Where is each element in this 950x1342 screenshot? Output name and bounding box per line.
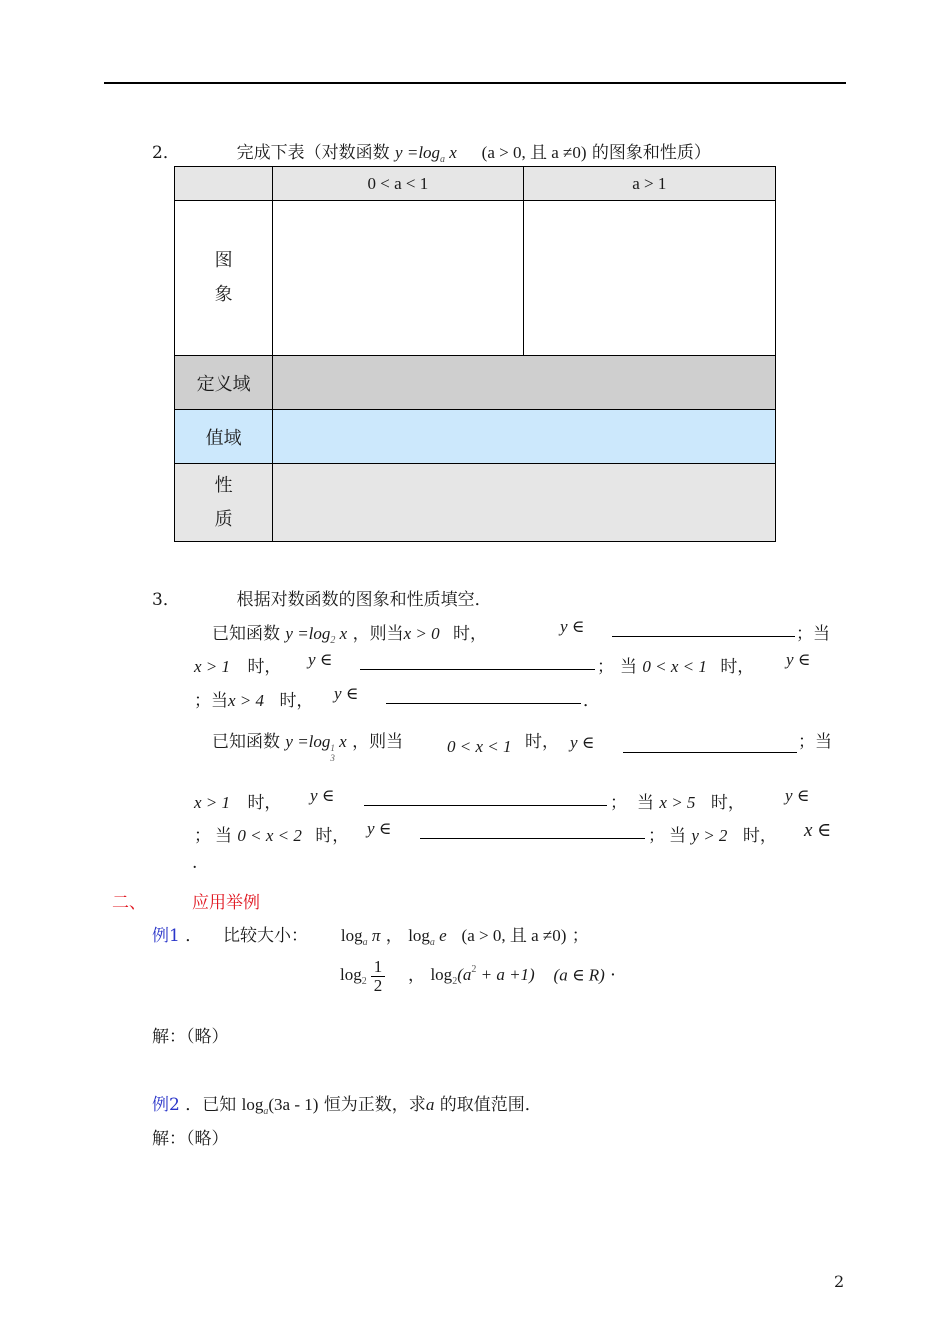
- table-row-image: [175, 201, 776, 356]
- q3-line-6b: ； 当 y > 2 时，: [648, 826, 777, 846]
- answer-blank-6[interactable]: [420, 824, 645, 844]
- period-1: ．: [583, 691, 600, 711]
- y-in-2: y ∈: [308, 650, 333, 669]
- answer-blank-1[interactable]: [612, 622, 795, 642]
- row-label-domain: 定义域: [175, 356, 273, 410]
- shi-4: 时，: [525, 732, 559, 752]
- question-2-line: [152, 138, 711, 165]
- trailing-dot: .: [192, 853, 198, 873]
- section-2-number: 二、: [112, 893, 146, 913]
- example-1-label: 例1: [152, 926, 180, 946]
- row-label-range: 值域: [175, 410, 273, 464]
- q3-line-2b: ； 当 0 < x < 1 时，: [597, 657, 755, 677]
- y-in-4: y ∈: [334, 684, 359, 703]
- example-1-solution: 解：（略）: [152, 1027, 229, 1047]
- expr-log-a-pi: $\log_a \pi$: [340, 926, 381, 948]
- question-text: 根据对数函数的图象和性质填空．: [236, 590, 492, 610]
- image-cell-small-base: [273, 201, 523, 356]
- q3-line-5a: x > 1 时，: [194, 793, 282, 813]
- table-row-properties: [175, 464, 776, 542]
- example-1-condition: (a > 0, 且 a ≠0): [461, 926, 567, 945]
- table-row-domain: [175, 356, 776, 410]
- header-a-gt-1: a > 1: [523, 167, 775, 201]
- table-row-range: [175, 410, 776, 464]
- question-number: 3．: [152, 590, 180, 610]
- question-number: 2．: [152, 143, 180, 163]
- expr-log2-quadratic: $\log_2(a^2 + a +1)$: [430, 964, 535, 988]
- q3-line-6a: ； 当 0 < x < 2 时，: [194, 826, 350, 846]
- answer-blank-4[interactable]: [623, 738, 797, 758]
- answer-blank-2[interactable]: [360, 655, 595, 675]
- y-in-5: y ∈: [570, 733, 595, 752]
- domain-cell: [273, 356, 776, 410]
- question-tail: 的图象和性质）: [591, 143, 711, 163]
- range-cell: [273, 410, 776, 464]
- properties-cell: [273, 464, 776, 542]
- image-cell-large-base: [523, 201, 775, 356]
- section-2-title: 应用举例: [192, 893, 260, 913]
- expr-log2-half: $\log_2$ $\frac{1}{2}$: [340, 965, 385, 984]
- corner-cell: [175, 167, 273, 201]
- q3-line-2a: x > 1 时，: [194, 657, 282, 677]
- example-1-line-2: $\log_2$ $\frac{1}{2}$ ， $\log_2(a^2 + a +1)$ (a ∈ R) ·: [340, 957, 616, 995]
- question-3-line: [152, 585, 492, 610]
- q3-line-4a: 已知函数 y =log 1 3 x ，则当: [212, 732, 404, 763]
- expr-log-a-e: $\log_a e$: [408, 926, 447, 948]
- y-in-3: y ∈: [786, 650, 811, 669]
- y-in-6: y ∈: [310, 786, 335, 805]
- cond-0-x-1: 0 < x < 1: [447, 737, 512, 756]
- x-in: x ∈: [804, 820, 832, 841]
- example-2-line: 例2 ．已知 $\log_a(3a - 1)$ 恒为正数，求a 的取值范围．: [152, 1095, 542, 1117]
- answer-blank-5[interactable]: [364, 791, 607, 811]
- answer-blank-3[interactable]: [386, 689, 581, 709]
- table-header-row: [175, 167, 776, 201]
- function-expression: $y =\log_a$ x: [395, 143, 457, 165]
- header-0-a-1: 0 < a < 1: [273, 167, 523, 201]
- example-2-label: 例2: [152, 1095, 180, 1115]
- question-text: 完成下表（对数函数: [236, 143, 390, 163]
- example-2-solution: 解：（略）: [152, 1129, 229, 1149]
- q3-line-3a: ；当x > 4 时，: [194, 691, 314, 711]
- function-log-one-third: y =log 1 3 x: [285, 732, 347, 763]
- log-function-table: [174, 166, 776, 542]
- condition: (a > 0, 且 a ≠0): [481, 143, 587, 162]
- y-in-7: y ∈: [785, 786, 810, 805]
- row-label-image: 图 象: [175, 201, 273, 356]
- page-number: 2: [834, 1272, 845, 1291]
- row-label-properties: 性 质: [175, 464, 273, 542]
- example-1-line: 例1 ． 比较大小： $\log_a \pi$ ， $\log_a e$ (a > 0, 且 a ≠0) ；: [152, 926, 589, 948]
- q3-line-5b: ； 当 x > 5 时，: [610, 793, 745, 813]
- semicolon-when-1: ；当: [796, 624, 830, 644]
- expr-log-a-3a-1: $\log_a(3a - 1)$: [241, 1095, 319, 1117]
- y-in-1: y ∈: [560, 617, 585, 636]
- y-in-8: y ∈: [367, 819, 392, 838]
- header-rule: [104, 82, 846, 84]
- example-1-condition-2: (a ∈ R): [553, 965, 605, 985]
- semicolon-when-4: ；当: [798, 732, 832, 752]
- q3-line-1a: 已知函数 $y =\log_2$ x ，则当x > 0 时，: [212, 624, 488, 646]
- function-log2: $y =\log_2$ x: [285, 624, 348, 646]
